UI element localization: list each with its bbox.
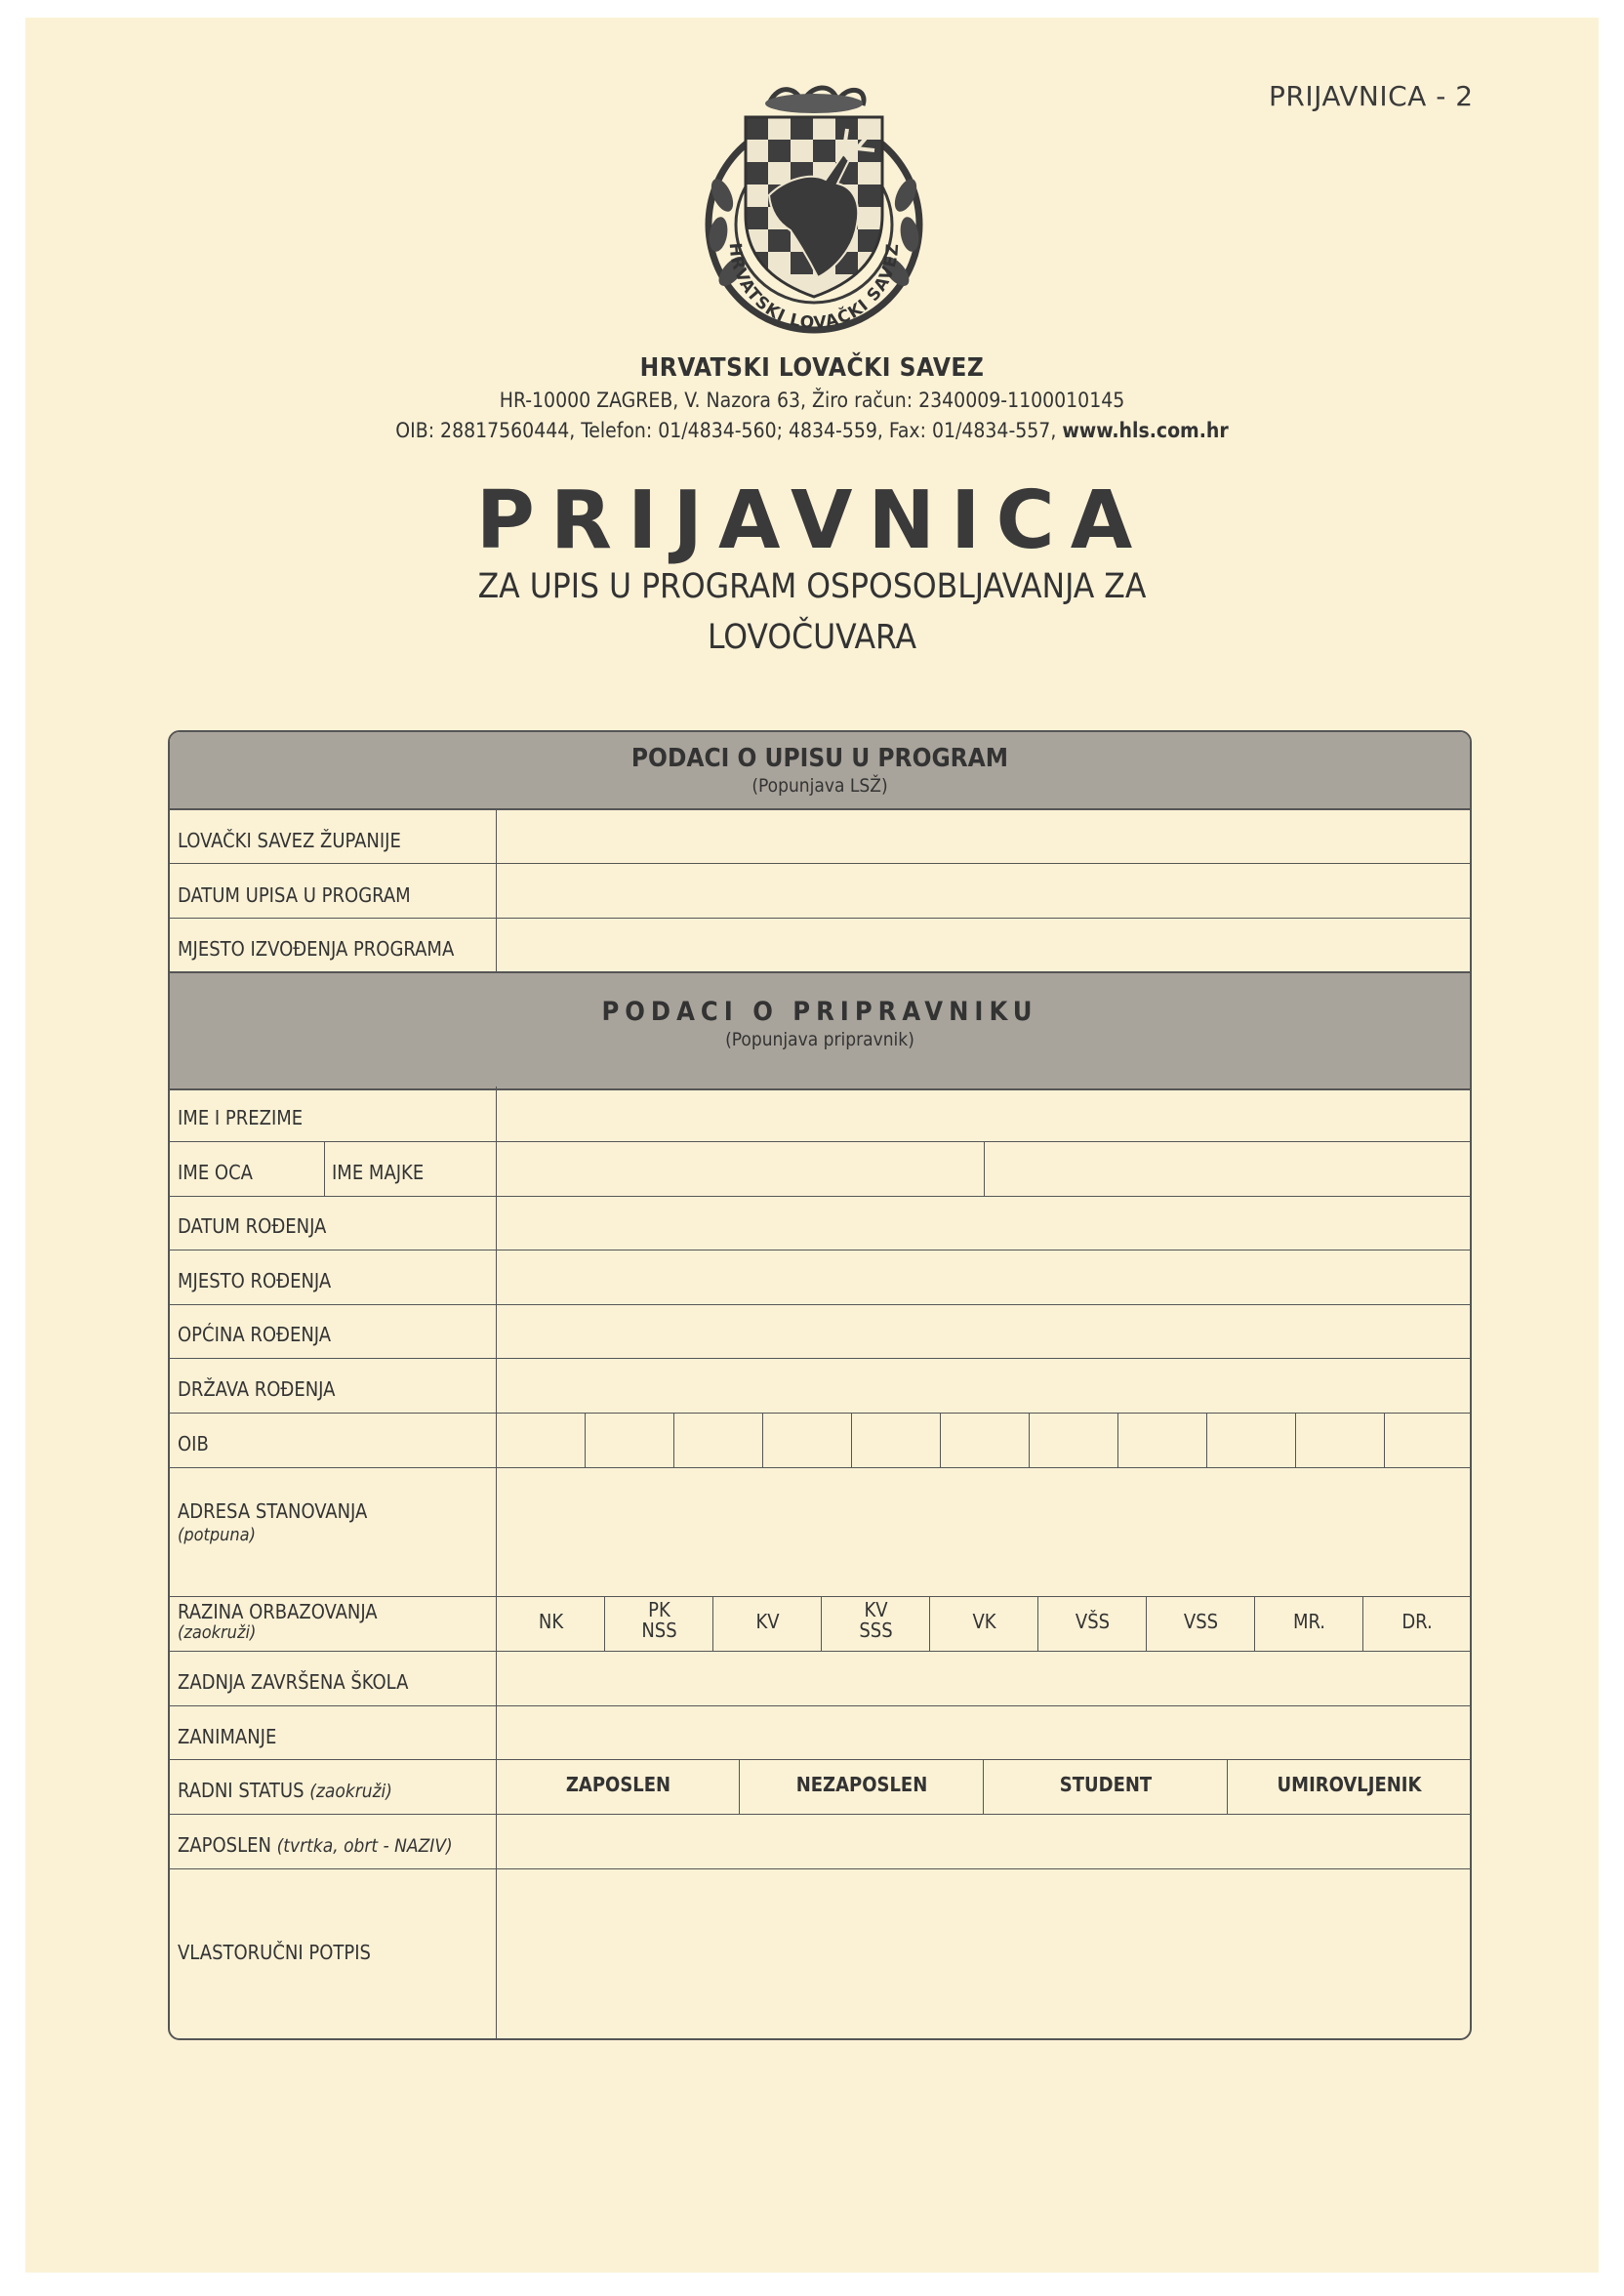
address-label: ADRESA STANOVANJA (178, 1499, 368, 1523)
coat-of-arms-deer-icon (701, 78, 927, 336)
page-subtitle-line-2: LOVOČUVARA (707, 618, 917, 657)
oib-field[interactable] (498, 1414, 1468, 1465)
application-form (168, 730, 1472, 2040)
document-id: PRIJAVNICA - 2 (1269, 80, 1474, 112)
education-option-kv[interactable]: KV (755, 1610, 780, 1633)
program-location-label: MJESTO IZVOĐENJA PROGRAMA (178, 937, 455, 961)
education-note: (zaokruži) (178, 1622, 257, 1643)
organization-website: www.hls.com.hr (1062, 419, 1229, 442)
occupation-label: ZANIMANJE (178, 1725, 277, 1748)
education-option-kv-sss[interactable]: KV SSS (859, 1598, 893, 1642)
section-enrollment-note: (Popunjava LSŽ) (751, 775, 888, 797)
father-name-field[interactable] (498, 1143, 982, 1194)
enrollment-date-field[interactable] (498, 865, 1468, 916)
full-name-label: IME I PREZIME (178, 1106, 304, 1129)
birth-place-field[interactable] (498, 1251, 1468, 1302)
birth-country-label: DRŽAVA ROĐENJA (178, 1377, 336, 1401)
employer-field[interactable] (498, 1816, 1468, 1866)
mother-name-label: IME MAJKE (332, 1161, 425, 1184)
work-status-option-unemployed[interactable]: NEZAPOSLEN (795, 1773, 928, 1796)
birth-date-label: DATUM ROĐENJA (178, 1214, 327, 1238)
oib-label: OIB (178, 1432, 209, 1456)
county-association-field[interactable] (498, 810, 1468, 861)
education-option-mr[interactable]: MR. (1292, 1610, 1326, 1633)
signature-label: VLASTORUČNI POTPIS (178, 1941, 371, 1964)
section-enrollment-header (170, 732, 1470, 810)
birth-place-label: MJESTO ROĐENJA (178, 1269, 332, 1292)
county-association-label: LOVAČKI SAVEZ ŽUPANIJE (178, 829, 401, 852)
work-status-option-employed[interactable]: ZAPOSLEN (565, 1773, 671, 1796)
enrollment-date-label: DATUM UPISA U PROGRAM (178, 883, 411, 907)
address-field[interactable] (498, 1469, 1468, 1594)
signature-field[interactable] (498, 1870, 1468, 2036)
section-trainee-note: (Popunjava pripravnik) (725, 1029, 914, 1050)
employer-label: ZAPOSLEN (tvrtka, obrt - NAZIV) (178, 1833, 453, 1857)
section-trainee-title: PODACI O PRIPRAVNIKU (601, 997, 1038, 1027)
work-status-label: RADNI STATUS (zaokruži) (178, 1779, 392, 1802)
last-school-field[interactable] (498, 1653, 1468, 1703)
education-option-vk[interactable]: VK (972, 1610, 996, 1633)
education-option-vss[interactable]: VSS (1183, 1610, 1219, 1633)
page-title: PRIJAVNICA (475, 474, 1149, 567)
birth-date-field[interactable] (498, 1198, 1468, 1248)
education-label: RAZINA ORBAZOVANJA (178, 1600, 378, 1623)
work-status-option-student[interactable]: STUDENT (1059, 1773, 1153, 1796)
organization-address: HR-10000 ZAGREB, V. Nazora 63, Žiro račun: 2340009-1100010145 (499, 389, 1125, 412)
birth-municipality-field[interactable] (498, 1306, 1468, 1356)
education-option-dr[interactable]: DR. (1401, 1610, 1433, 1633)
father-name-label: IME OCA (178, 1161, 253, 1184)
organization-contact: OIB: 28817560444, Telefon: 01/4834-560; 4834-559, Fax: 01/4834-557, www.hls.com.hr (395, 419, 1229, 442)
mother-name-field[interactable] (986, 1143, 1468, 1194)
birth-municipality-label: OPĆINA ROĐENJA (178, 1323, 332, 1346)
birth-country-field[interactable] (498, 1360, 1468, 1411)
last-school-label: ZADNJA ZAVRŠENA ŠKOLA (178, 1670, 409, 1694)
section-trainee-header (170, 971, 1470, 1090)
organization-name: HRVATSKI LOVAČKI SAVEZ (639, 353, 985, 383)
full-name-field[interactable] (498, 1088, 1468, 1139)
page-subtitle-line-1: ZA UPIS U PROGRAM OSPOSOBLJAVANJA ZA (477, 567, 1147, 606)
education-option-vss-lower[interactable]: VŠS (1075, 1610, 1111, 1633)
education-option-nk[interactable]: NK (538, 1610, 564, 1633)
program-location-field[interactable] (498, 920, 1468, 970)
work-status-option-retired[interactable]: UMIROVLJENIK (1277, 1773, 1422, 1796)
section-enrollment-title: PODACI O UPISU U PROGRAM (630, 744, 1009, 773)
svg-text:HRVATSKI LOVAČKI SAVEZ: HRVATSKI LOVAČKI SAVEZ (724, 241, 904, 334)
occupation-field[interactable] (498, 1707, 1468, 1757)
address-note: (potpuna) (178, 1525, 256, 1545)
education-option-pk-nss[interactable]: PK NSS (641, 1598, 677, 1642)
